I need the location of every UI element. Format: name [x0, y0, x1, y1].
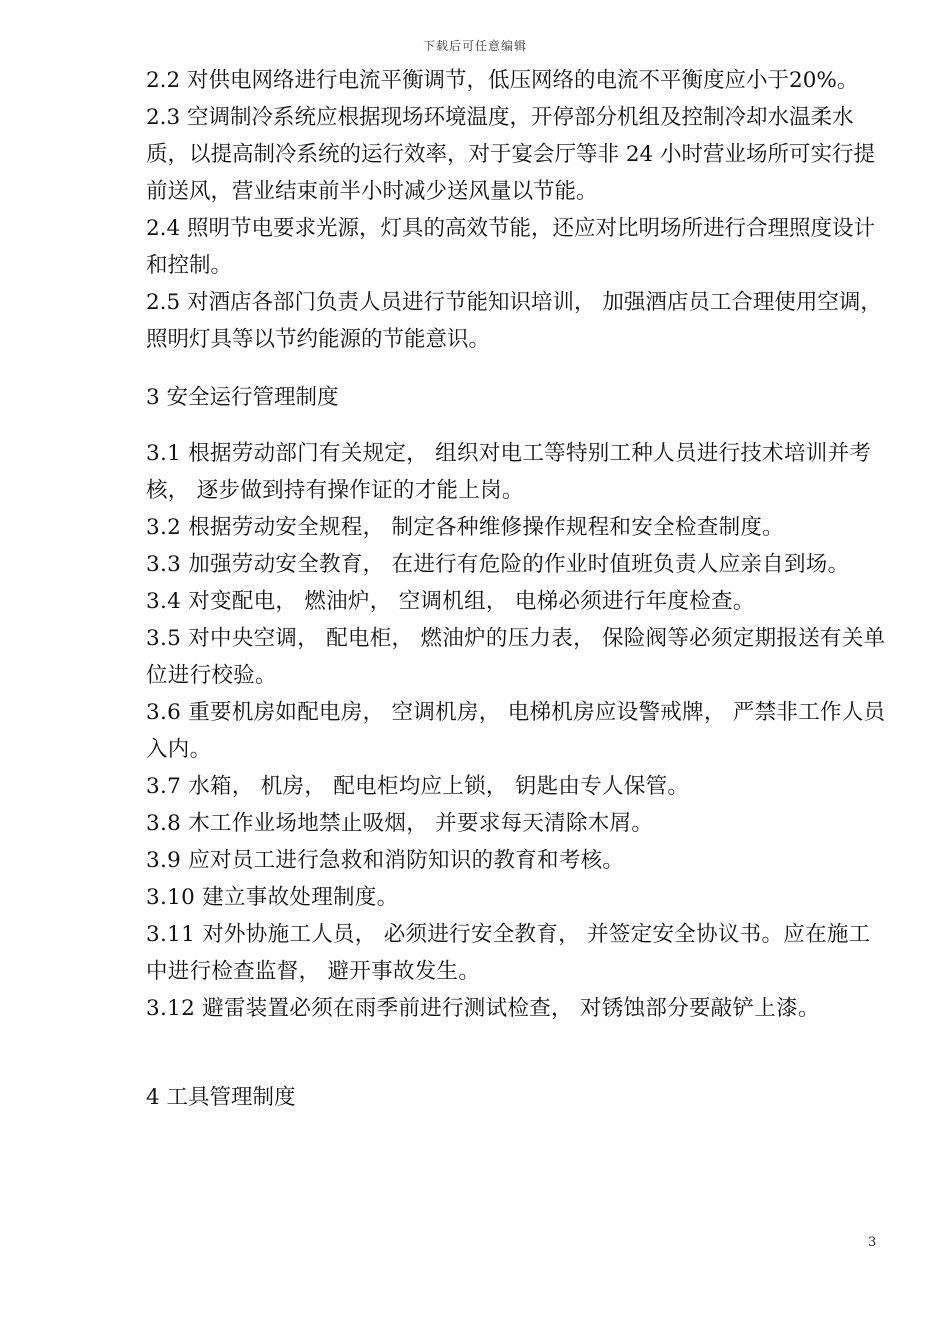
paragraph-3-8: 3.8 木工作业场地禁止吸烟， 并要求每天清除木屑。: [146, 811, 654, 836]
paragraph-2-3: 2.3 空调制冷系统应根据现场环境温度，开停部分机组及控制冷却水温柔水质，以提高制冷系统的运行效率，对于宴会厅等非 24 小时营业场所可实行提前送风，营业结束前半小时减少送风量以节能。: [146, 105, 876, 204]
paragraph-3-2: 3.2 根据劳动安全规程， 制定各种维修操作规程和安全检查制度。: [146, 515, 784, 540]
paragraph-3-1: 3.1 根据劳动部门有关规定， 组织对电工等特别工种人员进行技术培训并考核， 逐步做到持有操作证的才能上岗。: [146, 441, 872, 503]
paragraph-3-11: 3.11 对外协施工人员， 必须进行安全教育， 并签定安全协议书。应在施工中进行检查监督， 避开事故发生。: [146, 922, 871, 984]
paragraph-3-10: 3.10 建立事故处理制度。: [146, 885, 399, 910]
header-note: 下载后可任意编辑: [422, 39, 527, 53]
spacer: [146, 358, 886, 379]
paragraph-2-4: 2.4 照明节电要求光源，灯具的高效节能，还应对比明场所进行合理照度设计和控制。: [146, 216, 876, 278]
section-4-title: 4 工具管理制度: [146, 1085, 296, 1110]
document-body: [146, 62, 886, 1116]
paragraph-3-4: 3.4 对变配电， 燃油炉， 空调机组， 电梯必须进行年度检查。: [146, 589, 755, 614]
paragraph-3-5: 3.5 对中央空调， 配电柜， 燃油炉的压力表， 保险阀等必须定期报送有关单位进行校验。: [146, 626, 886, 688]
spacer: [146, 1027, 886, 1079]
paragraph-3-3: 3.3 加强劳动安全教育， 在进行有危险的作业时值班负责人应亲自到场。: [146, 552, 850, 577]
paragraph-3-7: 3.7 水箱， 机房， 配电柜均应上锁， 钥匙由专人保管。: [146, 774, 690, 799]
paragraph-3-9: 3.9 应对员工进行急救和消防知识的教育和考核。: [146, 848, 625, 873]
page-number: 3: [868, 1235, 877, 1250]
paragraph-2-2: 2.2 对供电网络进行电流平衡调节，低压网络的电流不平衡度应小于20%。: [146, 68, 859, 93]
section-3-title: 3 安全运行管理制度: [146, 385, 339, 410]
paragraph-3-12: 3.12 避雷装置必须在雨季前进行测试检查， 对锈蚀部分要敲铲上漆。: [146, 996, 820, 1021]
spacer: [146, 416, 886, 435]
paragraph-2-5: 2.5 对酒店各部门负责人员进行节能知识培训， 加强酒店员工合理使用空调， 照明灯具等以节约能源的节能意识。: [146, 290, 882, 352]
paragraph-3-6: 3.6 重要机房如配电房， 空调机房， 电梯机房应设警戒牌， 严禁非工作人员入内。: [146, 700, 886, 762]
